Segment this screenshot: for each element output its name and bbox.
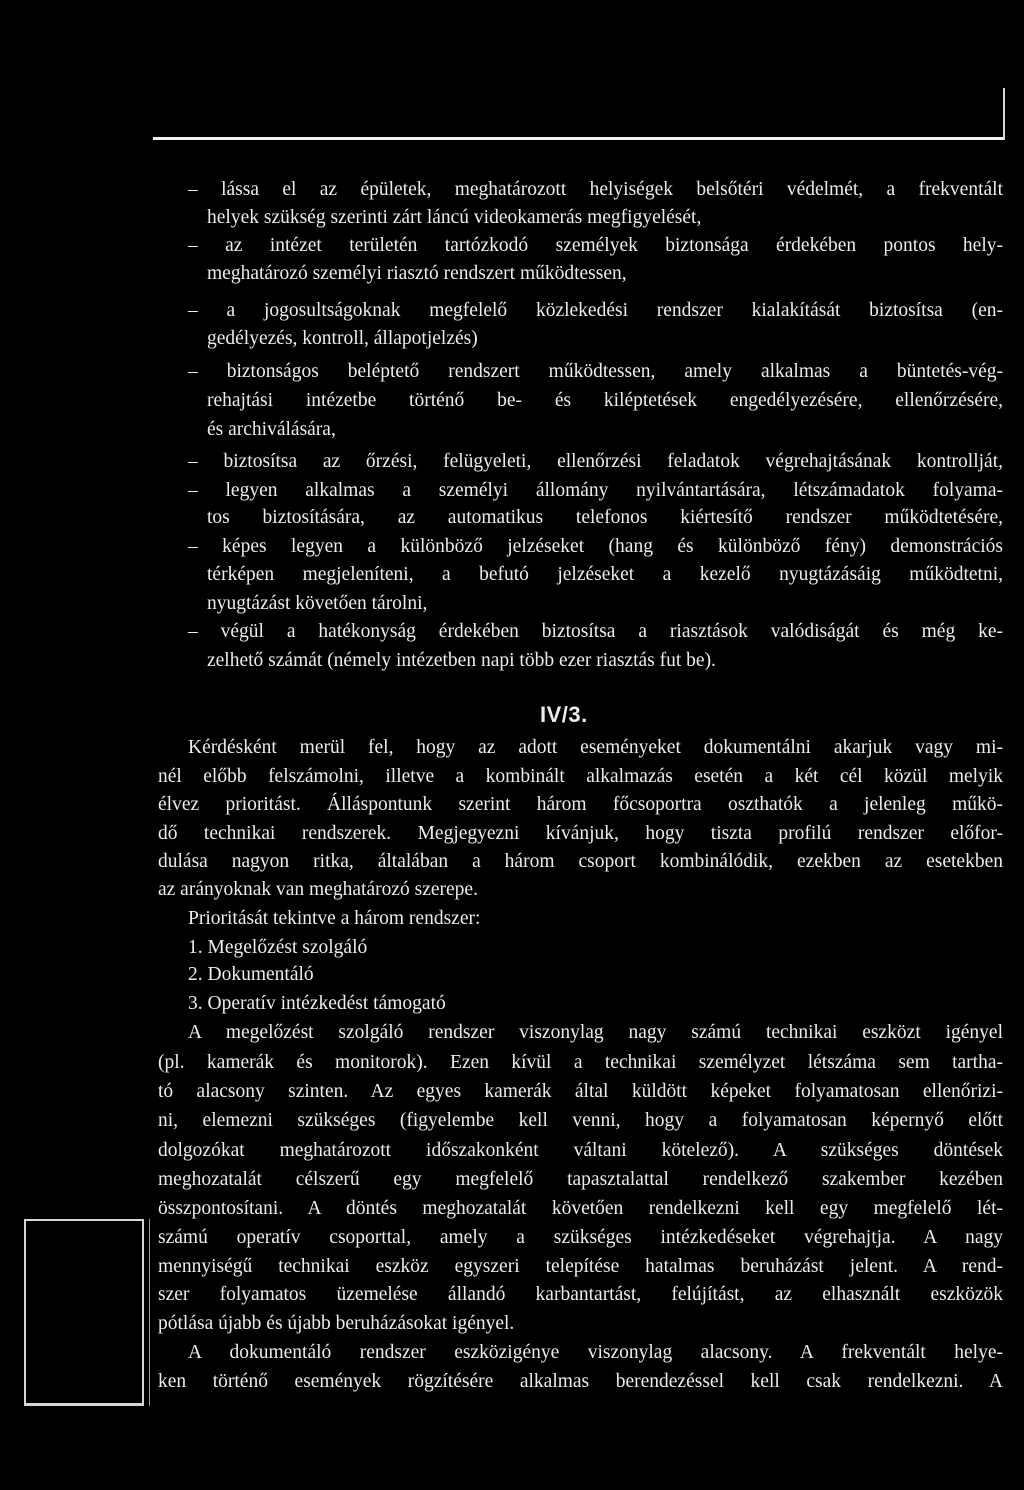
paragraph-line: dulása nagyon ritka, általában a három csoport kombinálódik, ezekben az esetekben bbox=[158, 851, 1003, 872]
paragraph-line: számú operatív csoporttal, amely a szükséges intézkedéseket végrehajtja. A nagy bbox=[158, 1227, 1003, 1248]
list-item-line: – végül a hatékonyság érdekében biztosítsa a riasztások valódiságát és még ke- bbox=[188, 621, 1003, 642]
list-item-line: – a jogosultságoknak megfelelő közlekedési rendszer kialakítását biztosítsa (en- bbox=[188, 300, 1003, 321]
list-item: 2. Dokumentáló bbox=[188, 964, 314, 985]
margin-box bbox=[24, 1219, 144, 1406]
list-item-line: – az intézet területén tartózkodó személyek biztonsága érdekében pontos hely- bbox=[188, 235, 1003, 256]
margin-rule bbox=[1003, 88, 1005, 140]
paragraph-line: szer folyamatos üzemelése állandó karbantartást, felújítást, az elhasznált eszközök bbox=[158, 1284, 1003, 1305]
paragraph-line: A dokumentáló rendszer eszközigénye viszonylag alacsony. A frekventált helye- bbox=[188, 1342, 1003, 1363]
list-item-line: – biztosítsa az őrzési, felügyeleti, ellenőrzési feladatok végrehajtásának kontrollját, bbox=[188, 451, 1003, 472]
list-item-line: – lássa el az épületek, meghatározott helyiségek belsőtéri védelmét, a frekventált bbox=[188, 179, 1003, 200]
margin-box-edge bbox=[144, 1219, 150, 1406]
list-item-line: helyek szükség szerinti zárt láncú videokamerás megfigyelését, bbox=[207, 207, 702, 228]
paragraph-line: ni, elemezni szükséges (figyelembe kell venni, hogy a folyamatosan képernyő előtt bbox=[158, 1110, 1003, 1131]
list-item-line: nyugtázást követően tárolni, bbox=[207, 593, 428, 614]
list-item-line: zelhető számát (némely intézetben napi több ezer riasztás fut be). bbox=[207, 650, 716, 671]
paragraph-line: pótlása újabb és újabb beruházásokat igényel. bbox=[158, 1313, 515, 1334]
priority-intro: Prioritását tekintve a három rendszer: bbox=[188, 908, 481, 929]
list-item-line: rehajtási intézetbe történő be- és kiléptetések engedélyezésére, ellenőrzésére, bbox=[207, 390, 1003, 411]
paragraph-line: mennyiségű technikai eszköz egyszeri telepítése hatalmas beruházást jelent. A rend- bbox=[158, 1256, 1003, 1277]
list-item-line: tos biztosítására, az automatikus telefonos kiértesítő rendszer működtetésére, bbox=[207, 507, 1003, 528]
paragraph-line: élvez prioritást. Álláspontunk szerint három főcsoportra oszthatók a jelenleg műkö- bbox=[158, 794, 1003, 815]
list-item-line: – képes legyen a különböző jelzéseket (hang és különböző fény) demonstrációs bbox=[188, 536, 1003, 557]
section-heading: IV/3. bbox=[540, 702, 588, 727]
paragraph-line: ken történő események rögzítésére alkalmas berendezéssel kell csak rendelkezni. A bbox=[158, 1371, 1003, 1392]
paragraph-line: tó alacsony szinten. Az egyes kamerák által küldött képeket folyamatosan ellenőrizi- bbox=[158, 1081, 1003, 1102]
list-item-line: – legyen alkalmas a személyi állomány nyilvántartására, létszámadatok folyama- bbox=[188, 480, 1003, 501]
paragraph-line: meghozatalát célszerű egy megfelelő tapasztalattal rendelkező szakember kezében bbox=[158, 1169, 1003, 1190]
list-item: 3. Operatív intézkedést támogató bbox=[188, 993, 446, 1014]
paragraph-line: (pl. kamerák és monitorok). Ezen kívül a technikai személyzet létszáma sem tartha- bbox=[158, 1052, 1003, 1073]
paragraph-line: nél előbb felszámolni, illetve a kombinált alkalmazás esetén a két cél közül melyik bbox=[158, 766, 1003, 787]
list-item-line: gedélyezés, kontroll, állapotjelzés) bbox=[207, 328, 478, 349]
paragraph-line: az arányoknak van meghatározó szerepe. bbox=[158, 879, 478, 900]
list-item: 1. Megelőzést szolgáló bbox=[188, 937, 368, 958]
list-item-line: térképen megjeleníteni, a befutó jelzéseket a kezelő nyugtázásáig működtetni, bbox=[207, 564, 1003, 585]
paragraph-line: A megelőzést szolgáló rendszer viszonylag nagy számú technikai eszközt igényel bbox=[188, 1022, 1003, 1043]
paragraph-line: dő technikai rendszerek. Megjegyezni kívánjuk, hogy tiszta profilú rendszer előfor- bbox=[158, 823, 1003, 844]
header-rule bbox=[153, 137, 1003, 140]
list-item-line: meghatározó személyi riasztó rendszert működtessen, bbox=[207, 263, 627, 284]
list-item-line: és archiválására, bbox=[207, 419, 336, 440]
paragraph-line: összpontosítani. A döntés meghozatalát követően rendelkezni kell egy megfelelő lét- bbox=[158, 1198, 1003, 1219]
paragraph-line: Kérdésként merül fel, hogy az adott eseményeket dokumentálni akarjuk vagy mi- bbox=[188, 737, 1003, 758]
paragraph-line: dolgozókat meghatározott időszakonként váltani kötelező). A szükséges döntések bbox=[158, 1140, 1003, 1161]
list-item-line: – biztonságos beléptető rendszert működtessen, amely alkalmas a büntetés-vég- bbox=[188, 361, 1003, 382]
